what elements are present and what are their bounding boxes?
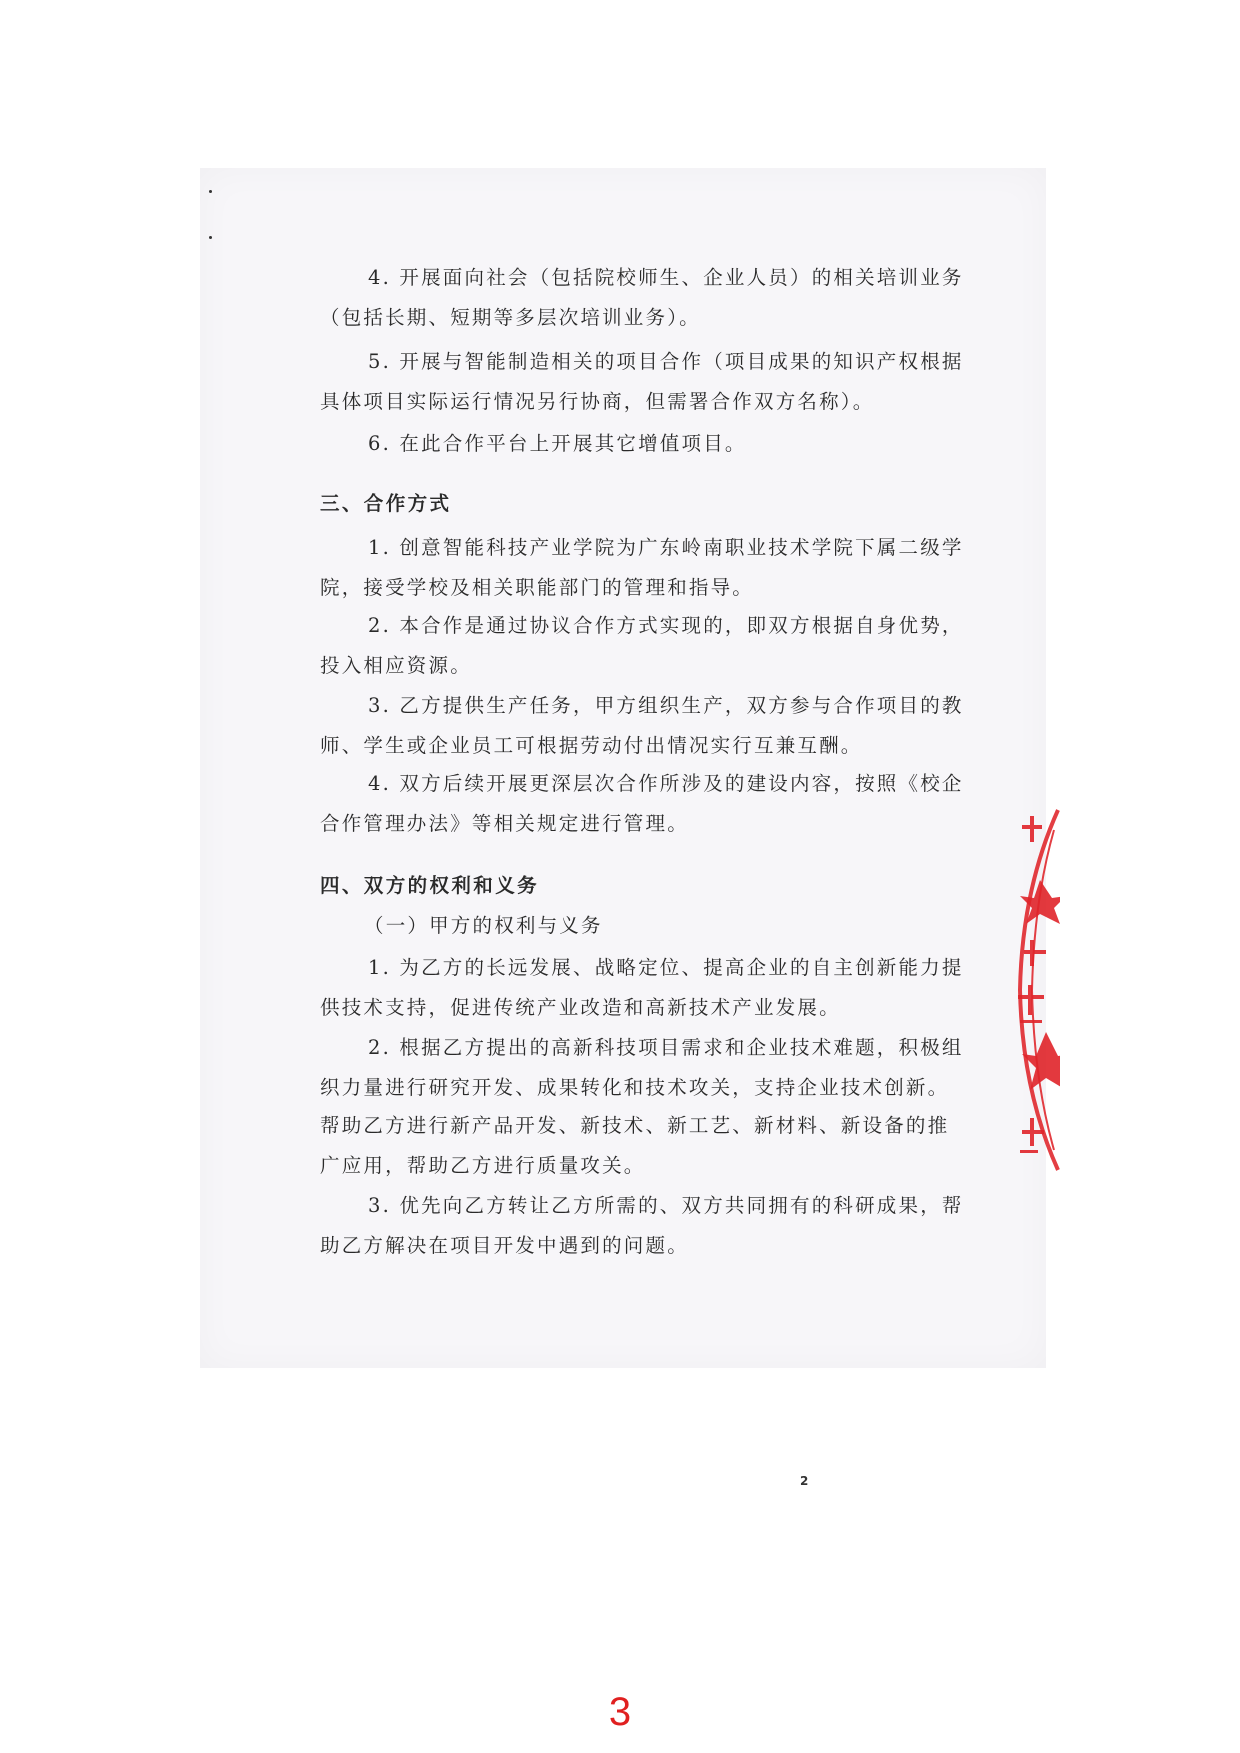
- scan-page-number: 2: [800, 1474, 809, 1488]
- red-seal-stamp: [1000, 800, 1060, 1180]
- paragraph-line: 织力量进行研究开发、成果转化和技术攻关，支持企业技术创新。: [320, 1076, 950, 1099]
- paragraph-line: 3. 乙方提供生产任务，甲方组织生产，双方参与合作项目的教: [368, 694, 964, 717]
- paragraph-line: 4. 双方后续开展更深层次合作所涉及的建设内容，按照《校企: [368, 772, 964, 795]
- paragraph-line: 帮助乙方进行新产品开发、新技术、新工艺、新材料、新设备的推: [320, 1114, 950, 1137]
- paragraph-line: 供技术支持，促进传统产业改造和高新技术产业发展。: [320, 996, 841, 1019]
- scan-speck: [209, 236, 212, 239]
- paragraph-line: 助乙方解决在项目开发中遇到的问题。: [320, 1234, 689, 1257]
- paragraph-line: 4. 开展面向社会（包括院校师生、企业人员）的相关培训业务: [368, 266, 964, 289]
- paragraph-line: 广应用，帮助乙方进行质量攻关。: [320, 1154, 646, 1177]
- paragraph-line: 投入相应资源。: [320, 654, 472, 677]
- scan-speck: [209, 190, 212, 193]
- paragraph-line: （包括长期、短期等多层次培训业务）。: [320, 306, 701, 329]
- paragraph-line: 合作管理办法》等相关规定进行管理。: [320, 812, 689, 835]
- paragraph-line: 1. 为乙方的长远发展、战略定位、提高企业的自主创新能力提: [368, 956, 964, 979]
- paragraph-line: 3. 优先向乙方转让乙方所需的、双方共同拥有的科研成果，帮: [368, 1194, 964, 1217]
- seal-graphic: [1000, 800, 1060, 1180]
- paragraph-line: 6. 在此合作平台上开展其它增值项目。: [368, 432, 747, 455]
- paragraph-line: 1. 创意智能科技产业学院为广东岭南职业技术学院下属二级学: [368, 536, 964, 559]
- paragraph-line: 具体项目实际运行情况另行协商，但需署合作双方名称）。: [320, 390, 875, 413]
- section-heading: 三、合作方式: [320, 492, 452, 515]
- paragraph-line: 5. 开展与智能制造相关的项目合作（项目成果的知识产权根据: [368, 350, 964, 373]
- paragraph-line: 院，接受学校及相关职能部门的管理和指导。: [320, 576, 755, 599]
- section-heading: 四、双方的权利和义务: [320, 874, 540, 897]
- subsection-heading: （一）甲方的权利与义务: [364, 914, 603, 937]
- footer-page-number: 3: [608, 1690, 632, 1734]
- paragraph-line: 师、学生或企业员工可根据劳动付出情况实行互兼互酬。: [320, 734, 863, 757]
- paragraph-line: 2. 本合作是通过协议合作方式实现的，即双方根据自身优势，: [368, 614, 964, 637]
- paragraph-line: 2. 根据乙方提出的高新科技项目需求和企业技术难题，积极组: [368, 1036, 964, 1059]
